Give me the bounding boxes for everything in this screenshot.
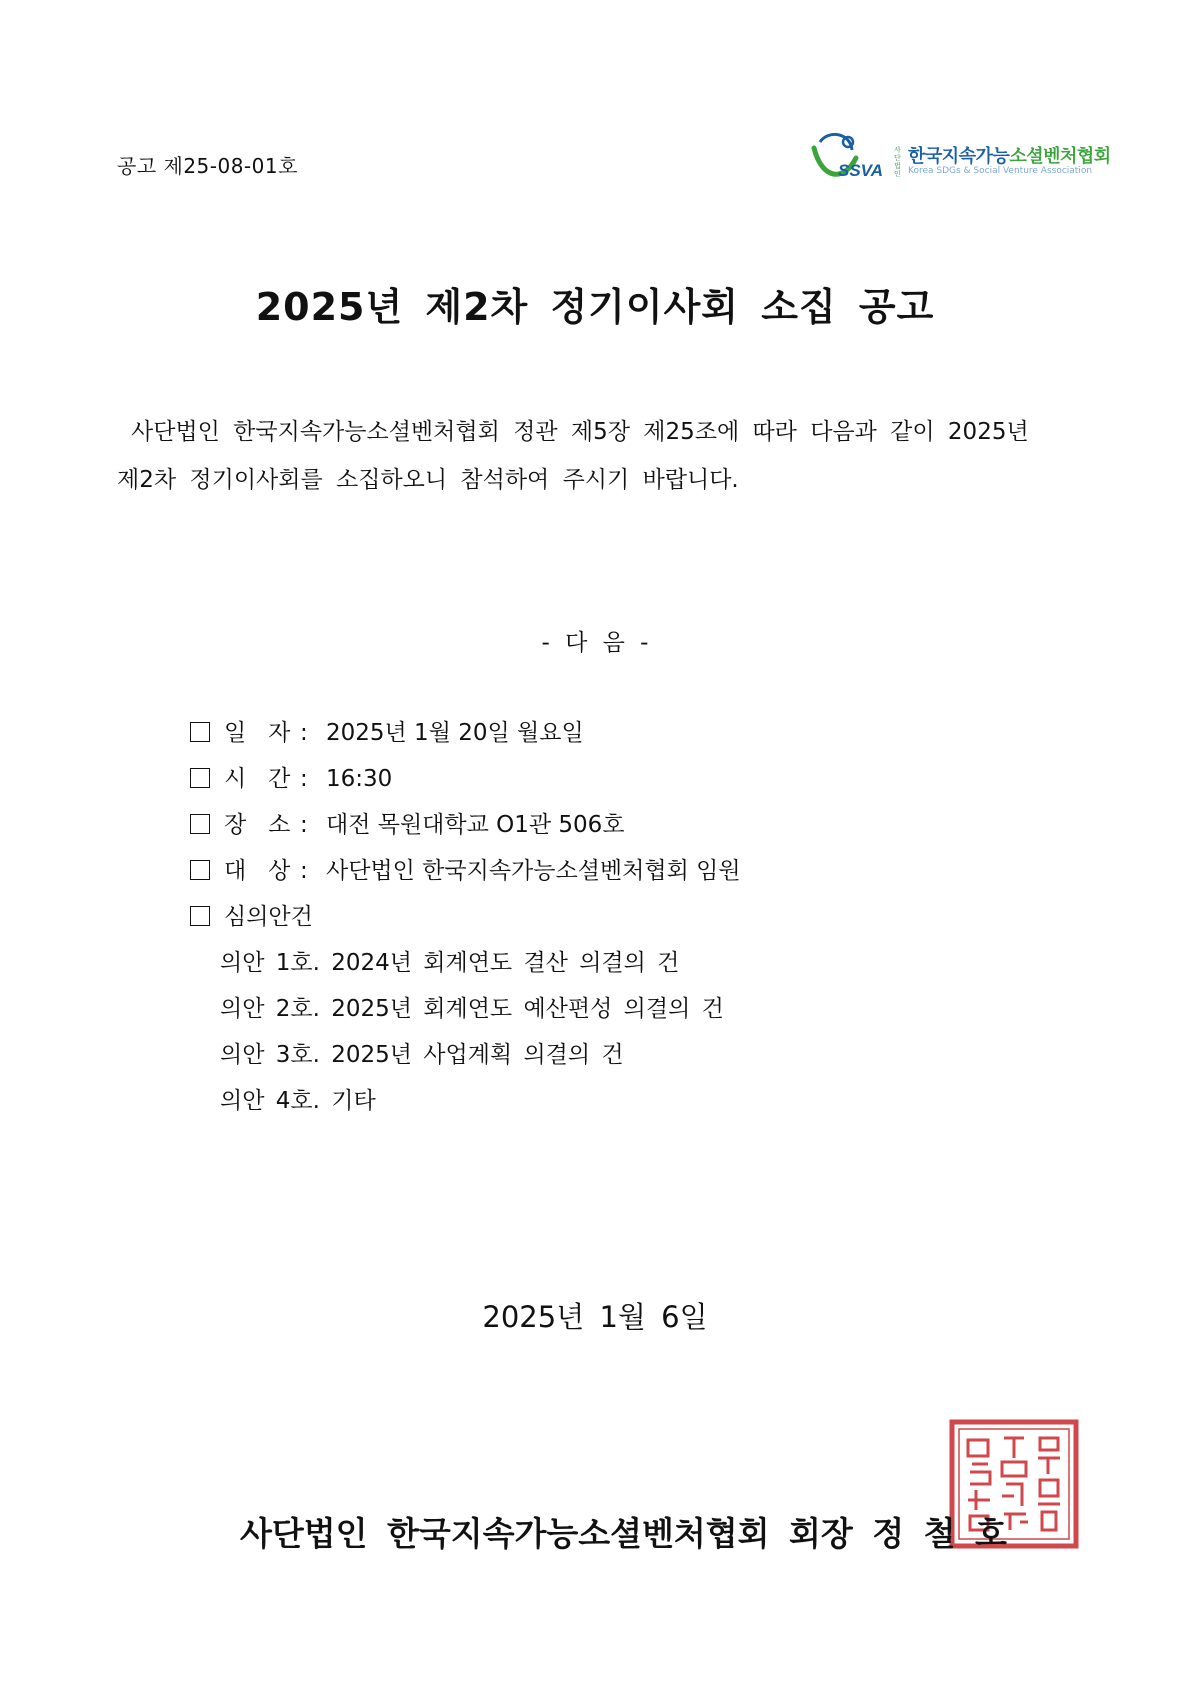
intro-line-2: 제2차 정기이사회를 소집하오니 참석하여 주시기 바랍니다. xyxy=(117,467,739,493)
checkbox-icon xyxy=(190,860,210,880)
document-number: 공고 제25-08-01호 xyxy=(117,154,298,178)
agenda-item: 의안 1호. 2024년 회계연도 결산 의결의 건 xyxy=(220,950,680,976)
meeting-details xyxy=(190,710,741,940)
detail-date: 일 자 : 2025년 1월 20일 월요일 xyxy=(190,710,741,756)
section-divider: - 다 음 - xyxy=(541,630,649,656)
detail-target: 대 상 : 사단법인 한국지속가능소셜벤처협회 임원 xyxy=(190,848,741,894)
detail-label: 대 상 xyxy=(224,858,291,884)
ssva-logo-icon xyxy=(808,128,890,184)
intro-paragraph xyxy=(117,408,1057,504)
page-title: 2025년 제2차 정기이사회 소집 공고 xyxy=(255,285,935,329)
checkbox-icon xyxy=(190,906,210,926)
agenda-item: 의안 4호. 기타 xyxy=(220,1088,376,1114)
detail-label: 장 소 xyxy=(224,812,291,838)
detail-agenda-heading xyxy=(190,894,741,940)
detail-label: 일 자 xyxy=(224,720,291,746)
agenda-item: 의안 3호. 2025년 사업계획 의결의 건 xyxy=(220,1042,624,1068)
detail-time: 시 간 : 16:30 xyxy=(190,756,741,802)
logo-mark-text: SSVA xyxy=(838,161,884,180)
intro-line-1 xyxy=(117,408,1057,456)
checkbox-icon xyxy=(190,722,210,742)
detail-value: 2025년 1월 20일 월요일 xyxy=(326,720,584,746)
detail-value: 대전 목원대학교 O1관 506호 xyxy=(326,812,625,838)
association-logo xyxy=(808,128,1111,184)
logo-name-blue: 한국지속가능 xyxy=(908,146,1010,167)
issue-date: 2025년 1월 6일 xyxy=(482,1300,708,1334)
detail-value: 사단법인 한국지속가능소셜벤처협회 임원 xyxy=(326,858,741,884)
detail-place: 장 소 : 대전 목원대학교 O1관 506호 xyxy=(190,802,741,848)
logo-name-green: 소셜벤처협회 xyxy=(1009,146,1111,167)
logo-association-name xyxy=(908,142,1111,168)
checkbox-icon xyxy=(190,814,210,834)
signature-line: 사단법인 한국지속가능소셜벤처협회 회장 정 철 호 xyxy=(240,1514,1007,1553)
logo-english-subtitle: Korea SDGs & Social Venture Association xyxy=(908,166,1093,176)
detail-label: 시 간 xyxy=(224,766,291,792)
checkbox-icon xyxy=(190,768,210,788)
agenda-list xyxy=(220,940,724,1124)
detail-value: 16:30 xyxy=(326,766,393,792)
agenda-item: 의안 2호. 2025년 회계연도 예산편성 의결의 건 xyxy=(220,996,724,1022)
intro-line-1-text: 사단법인 한국지속가능소셜벤처협회 정관 제5장 제25조에 따라 다음과 같이 2025년 xyxy=(131,419,1029,445)
logo-vertical-label: 사 단 법 인 xyxy=(894,146,901,178)
agenda-heading: 심의안건 xyxy=(224,904,313,930)
